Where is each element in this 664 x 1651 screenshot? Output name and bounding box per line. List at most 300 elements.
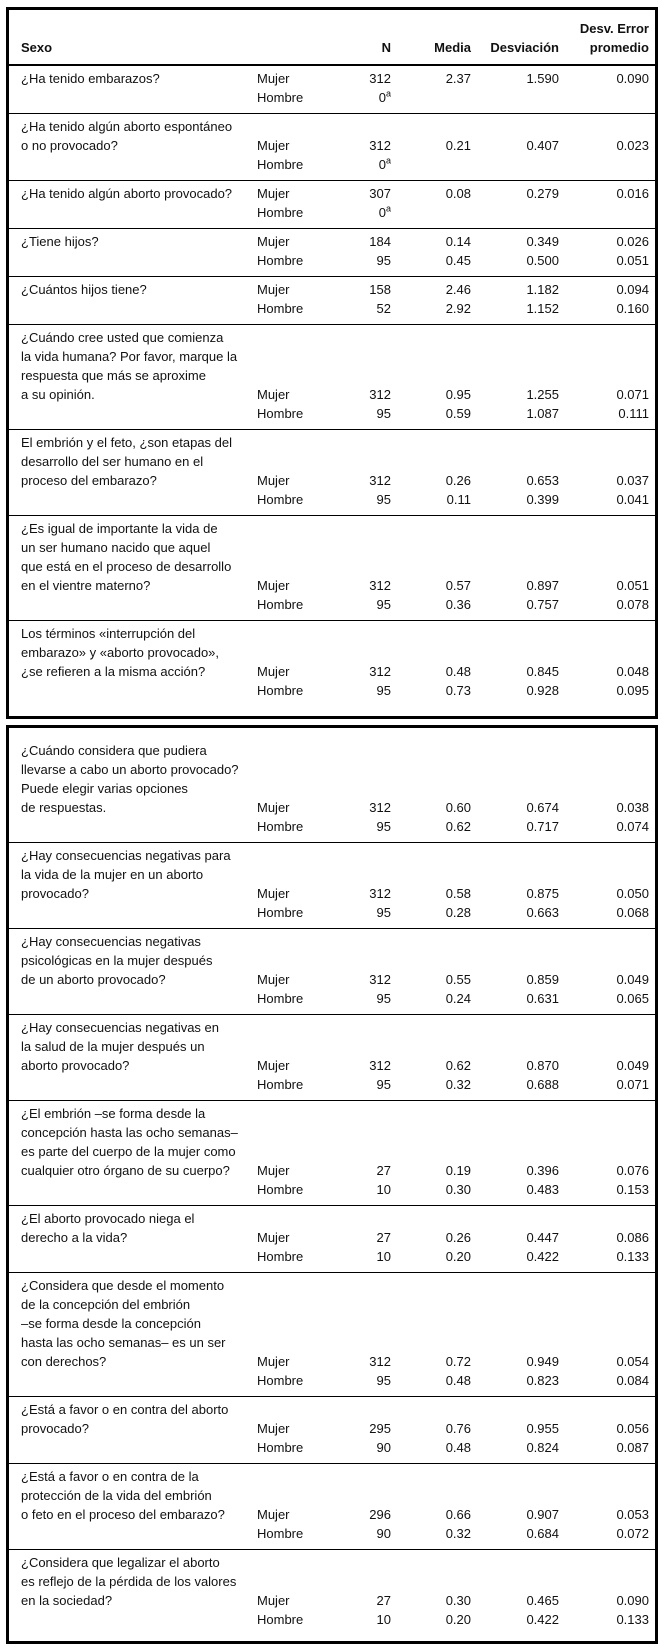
media-value: 0.30 xyxy=(445,1593,471,1608)
media-value: 0.72 xyxy=(445,1354,471,1369)
question-line: que está en el proceso de desarrollo xyxy=(21,559,232,574)
column-header-desviacion: Desviación xyxy=(490,40,559,55)
question-line-row xyxy=(9,117,655,136)
n-value: 184 xyxy=(369,234,391,249)
desviacion-value xyxy=(471,203,559,222)
question-group xyxy=(9,1205,655,1272)
desviacion-value xyxy=(471,88,559,107)
sex-label: Hombre xyxy=(257,1373,304,1388)
question-line-row xyxy=(9,328,655,347)
question-group xyxy=(9,1100,655,1205)
sex-label: Mujer xyxy=(257,186,290,201)
question-line: desarrollo del ser humano en el xyxy=(21,454,204,469)
data-row xyxy=(9,136,655,155)
question-line: respuesta que más se aproxime xyxy=(21,368,206,383)
media-value: 0.36 xyxy=(445,597,471,612)
question-group xyxy=(9,228,655,276)
error-value: 0.056 xyxy=(616,1421,649,1436)
error-value: 0.084 xyxy=(616,1373,649,1388)
sex-label: Hombre xyxy=(257,1182,304,1197)
n-value: 312 xyxy=(369,71,391,86)
statistics-table-section-1 xyxy=(6,7,658,719)
question-line: la vida humana? Por favor, marque la xyxy=(21,349,238,364)
question-line: derecho a la vida? xyxy=(21,1230,128,1245)
desviacion-value: 0.875 xyxy=(526,886,559,901)
error-value: 0.087 xyxy=(616,1440,649,1455)
media-value xyxy=(391,155,471,174)
desviacion-value: 0.859 xyxy=(526,972,559,987)
data-row xyxy=(9,595,655,614)
media-value: 0.76 xyxy=(445,1421,471,1436)
desviacion-value: 1.590 xyxy=(526,71,559,86)
question-line: es parte del cuerpo de la mujer como xyxy=(21,1144,236,1159)
question-line: concepción hasta las ocho semanas– xyxy=(21,1125,238,1140)
sex-label: Hombre xyxy=(257,1440,304,1455)
question-line: psicológicas en la mujer después xyxy=(21,953,213,968)
data-row xyxy=(9,1419,655,1438)
data-row xyxy=(9,184,655,203)
question-line: en la sociedad? xyxy=(21,1593,113,1608)
question-line: es reflejo de la pérdida de los valores xyxy=(21,1574,237,1589)
sex-label: Hombre xyxy=(257,1526,304,1541)
desviacion-value: 0.279 xyxy=(526,186,559,201)
media-value: 0.66 xyxy=(445,1507,471,1522)
error-value xyxy=(559,203,649,222)
data-row xyxy=(9,1352,655,1371)
question-line: hasta las ocho semanas– es un ser xyxy=(21,1335,226,1350)
error-value: 0.023 xyxy=(616,138,649,153)
error-value: 0.049 xyxy=(616,972,649,987)
question-line: de un aborto provocado? xyxy=(21,972,166,987)
desviacion-value: 0.399 xyxy=(526,492,559,507)
question-line: provocado? xyxy=(21,1421,89,1436)
error-value: 0.068 xyxy=(616,905,649,920)
sex-label: Mujer xyxy=(257,1507,290,1522)
error-value: 0.037 xyxy=(616,473,649,488)
data-row xyxy=(9,299,655,318)
data-row xyxy=(9,251,655,270)
media-value: 0.62 xyxy=(445,1058,471,1073)
n-value: 27 xyxy=(376,1593,391,1608)
data-row xyxy=(9,1161,655,1180)
question-line: ¿Hay consecuencias negativas xyxy=(21,934,201,949)
question-line-row xyxy=(9,1018,655,1037)
sex-label: Hombre xyxy=(257,905,304,920)
desviacion-value: 0.422 xyxy=(526,1249,559,1264)
media-value xyxy=(391,203,471,222)
data-row xyxy=(9,280,655,299)
sex-label: Mujer xyxy=(257,1230,290,1245)
n-value: 90 xyxy=(376,1440,391,1455)
desviacion-value: 0.897 xyxy=(526,578,559,593)
n-value: 295 xyxy=(369,1421,391,1436)
question-line: ¿Tiene hijos? xyxy=(21,234,99,249)
sex-label: Hombre xyxy=(257,90,304,105)
question-group xyxy=(9,66,655,113)
media-value: 0.55 xyxy=(445,972,471,987)
question-line: o no provocado? xyxy=(21,138,118,153)
question-line: ¿Está a favor o en contra de la xyxy=(21,1469,199,1484)
question-line xyxy=(9,1371,257,1390)
n-value: 312 xyxy=(369,473,391,488)
data-row xyxy=(9,1610,655,1629)
question-line-row xyxy=(9,643,655,662)
question-line: ¿Está a favor o en contra del aborto xyxy=(21,1402,229,1417)
question-line: provocado? xyxy=(21,886,89,901)
column-header-media: Media xyxy=(434,40,471,55)
media-value: 0.32 xyxy=(445,1077,471,1092)
column-header-sexo: Sexo xyxy=(21,40,53,55)
column-header-desv-error-line2: promedio xyxy=(589,40,649,55)
desviacion-value: 0.674 xyxy=(526,800,559,815)
data-row xyxy=(9,1247,655,1266)
error-value: 0.038 xyxy=(616,800,649,815)
error-value: 0.049 xyxy=(616,1058,649,1073)
question-line xyxy=(9,1247,257,1266)
data-row xyxy=(9,404,655,423)
data-row xyxy=(9,471,655,490)
question-line: llevarse a cabo un aborto provocado? xyxy=(21,762,239,777)
n-value: 312 xyxy=(369,972,391,987)
data-row xyxy=(9,817,655,836)
error-value: 0.065 xyxy=(616,991,649,1006)
sex-label: Mujer xyxy=(257,138,290,153)
data-row xyxy=(9,903,655,922)
question-line-row xyxy=(9,1104,655,1123)
error-value: 0.054 xyxy=(616,1354,649,1369)
question-line-row xyxy=(9,538,655,557)
data-row xyxy=(9,203,655,222)
sex-label: Hombre xyxy=(257,205,304,220)
data-row xyxy=(9,1524,655,1543)
n-value: 312 xyxy=(369,800,391,815)
error-value: 0.078 xyxy=(616,597,649,612)
n-value: 296 xyxy=(369,1507,391,1522)
error-value: 0.053 xyxy=(616,1507,649,1522)
data-row xyxy=(9,1438,655,1457)
media-value: 0.32 xyxy=(445,1526,471,1541)
error-value: 0.026 xyxy=(616,234,649,249)
media-value: 0.30 xyxy=(445,1182,471,1197)
question-group xyxy=(9,1396,655,1463)
desviacion-value: 0.928 xyxy=(526,683,559,698)
n-value: 95 xyxy=(376,492,391,507)
question-line-row xyxy=(9,624,655,643)
statistics-table-section-2 xyxy=(6,725,658,1644)
error-value: 0.051 xyxy=(616,253,649,268)
sex-label: Mujer xyxy=(257,886,290,901)
desviacion-value: 0.465 xyxy=(526,1593,559,1608)
desviacion-value: 0.483 xyxy=(526,1182,559,1197)
column-header-n: N xyxy=(381,40,391,55)
question-line: de respuestas. xyxy=(21,800,107,815)
question-line: aborto provocado? xyxy=(21,1058,130,1073)
table-header-row xyxy=(9,10,655,66)
question-line-row xyxy=(9,1209,655,1228)
question-line: con derechos? xyxy=(21,1354,107,1369)
question-line: un ser humano nacido que aquel xyxy=(21,540,211,555)
media-value: 0.20 xyxy=(445,1612,471,1627)
media-value: 0.62 xyxy=(445,819,471,834)
media-value: 0.24 xyxy=(445,991,471,1006)
n-value: 312 xyxy=(369,387,391,402)
question-line: proceso del embarazo? xyxy=(21,473,157,488)
question-line-row xyxy=(9,347,655,366)
n-value: 307 xyxy=(369,186,391,201)
sex-label: Hombre xyxy=(257,253,304,268)
question-group xyxy=(9,180,655,228)
error-value: 0.095 xyxy=(616,683,649,698)
n-value: 0$^a$ xyxy=(378,155,391,172)
question-line-row xyxy=(9,865,655,884)
question-line xyxy=(9,903,257,922)
error-value: 0.090 xyxy=(616,1593,649,1608)
desviacion-value: 0.663 xyxy=(526,905,559,920)
desviacion-value: 0.955 xyxy=(526,1421,559,1436)
data-row xyxy=(9,155,655,174)
question-group xyxy=(9,113,655,180)
data-row xyxy=(9,88,655,107)
media-value: 0.08 xyxy=(445,186,471,201)
desviacion-value: 0.684 xyxy=(526,1526,559,1541)
desviacion-value: 0.949 xyxy=(526,1354,559,1369)
sex-label: Hombre xyxy=(257,683,304,698)
data-row xyxy=(9,662,655,681)
column-header-desv-error-line1: Desv. Error xyxy=(579,21,649,36)
question-line-row xyxy=(9,1467,655,1486)
question-line xyxy=(9,155,257,174)
desviacion-value: 1.152 xyxy=(526,301,559,316)
data-row xyxy=(9,576,655,595)
question-group xyxy=(9,620,655,716)
n-value: 95 xyxy=(376,683,391,698)
desviacion-value: 0.631 xyxy=(526,991,559,1006)
media-value: 0.11 xyxy=(446,492,471,507)
footnote-marker: a xyxy=(385,88,391,99)
sex-label: Hombre xyxy=(257,991,304,1006)
data-row xyxy=(9,1180,655,1199)
question-line-row xyxy=(9,846,655,865)
sex-label: Hombre xyxy=(257,819,304,834)
media-value: 0.20 xyxy=(445,1249,471,1264)
question-line: ¿Considera que legalizar el aborto xyxy=(21,1555,220,1570)
desviacion-value: 1.182 xyxy=(526,282,559,297)
n-value: 312 xyxy=(369,886,391,901)
desviacion-value: 0.717 xyxy=(526,819,559,834)
question-line: protección de la vida del embrión xyxy=(21,1488,212,1503)
sex-label: Hombre xyxy=(257,157,304,172)
sex-label: Mujer xyxy=(257,664,290,679)
sex-label: Mujer xyxy=(257,387,290,402)
data-row xyxy=(9,1591,655,1610)
question-line: ¿Ha tenido algún aborto espontáneo xyxy=(21,119,233,134)
media-value: 0.28 xyxy=(445,905,471,920)
error-value: 0.072 xyxy=(616,1526,649,1541)
n-value: 312 xyxy=(369,664,391,679)
n-value: 90 xyxy=(376,1526,391,1541)
desviacion-value: 0.757 xyxy=(526,597,559,612)
question-group xyxy=(9,515,655,620)
error-value: 0.133 xyxy=(616,1249,649,1264)
question-line: ¿Ha tenido embarazos? xyxy=(21,71,160,86)
question-line-row xyxy=(9,519,655,538)
n-value: 312 xyxy=(369,578,391,593)
question-line xyxy=(9,1438,257,1457)
media-value: 0.58 xyxy=(445,886,471,901)
question-line: cualquier otro órgano de su cuerpo? xyxy=(21,1163,230,1178)
question-line xyxy=(9,203,257,222)
sex-label: Mujer xyxy=(257,473,290,488)
desviacion-value: 0.824 xyxy=(526,1440,559,1455)
question-line-row xyxy=(9,1123,655,1142)
media-value: 0.21 xyxy=(445,138,471,153)
data-row xyxy=(9,1505,655,1524)
question-line xyxy=(9,404,257,423)
error-value: 0.074 xyxy=(616,819,649,834)
question-line: ¿El aborto provocado niega el xyxy=(21,1211,195,1226)
question-line: la vida de la mujer en un aborto xyxy=(21,867,204,882)
n-value: 27 xyxy=(376,1230,391,1245)
question-line-row xyxy=(9,932,655,951)
data-row xyxy=(9,681,655,700)
media-value xyxy=(391,88,471,107)
media-value: 2.92 xyxy=(445,301,471,316)
desviacion-value: 0.907 xyxy=(526,1507,559,1522)
error-value: 0.041 xyxy=(616,492,649,507)
question-line: El embrión y el feto, ¿son etapas del xyxy=(21,435,233,450)
error-value: 0.133 xyxy=(616,1612,649,1627)
desviacion-value: 0.845 xyxy=(526,664,559,679)
sex-label: Mujer xyxy=(257,800,290,815)
question-line-row xyxy=(9,1553,655,1572)
question-group xyxy=(9,842,655,928)
desviacion-value: 0.500 xyxy=(526,253,559,268)
question-line xyxy=(9,1610,257,1629)
media-value: 0.48 xyxy=(445,1373,471,1388)
question-line: ¿Cuándo cree usted que comienza xyxy=(21,330,224,345)
error-value: 0.153 xyxy=(616,1182,649,1197)
data-row xyxy=(9,989,655,1008)
sex-label: Hombre xyxy=(257,1612,304,1627)
desviacion-value: 0.653 xyxy=(526,473,559,488)
data-row xyxy=(9,385,655,404)
question-group xyxy=(9,1549,655,1641)
question-line xyxy=(9,989,257,1008)
desviacion-value xyxy=(471,155,559,174)
sex-label: Mujer xyxy=(257,71,290,86)
error-value: 0.071 xyxy=(616,1077,649,1092)
media-value: 0.60 xyxy=(445,800,471,815)
question-group xyxy=(9,276,655,324)
question-line-row xyxy=(9,779,655,798)
n-value: 95 xyxy=(376,819,391,834)
media-value: 0.73 xyxy=(445,683,471,698)
error-value: 0.160 xyxy=(616,301,649,316)
question-line xyxy=(9,299,257,318)
sex-label: Mujer xyxy=(257,282,290,297)
question-line: a su opinión. xyxy=(21,387,95,402)
n-value: 95 xyxy=(376,905,391,920)
n-value: 95 xyxy=(376,597,391,612)
error-value xyxy=(559,155,649,174)
media-value: 0.45 xyxy=(445,253,471,268)
question-line-row xyxy=(9,1295,655,1314)
question-line: ¿Es igual de importante la vida de xyxy=(21,521,218,536)
desviacion-value: 0.447 xyxy=(526,1230,559,1245)
error-value: 0.111 xyxy=(618,406,649,421)
question-line-row xyxy=(9,557,655,576)
question-line: embarazo» y «aborto provocado», xyxy=(21,645,220,660)
sex-label: Mujer xyxy=(257,234,290,249)
n-value: 95 xyxy=(376,406,391,421)
media-value: 0.26 xyxy=(445,473,471,488)
media-value: 0.19 xyxy=(445,1163,471,1178)
data-row xyxy=(9,1075,655,1094)
question-line: en el vientre materno? xyxy=(21,578,151,593)
desviacion-value: 1.087 xyxy=(526,406,559,421)
question-line: ¿Hay consecuencias negativas en xyxy=(21,1020,220,1035)
media-value: 0.57 xyxy=(445,578,471,593)
error-value: 0.051 xyxy=(616,578,649,593)
question-line-row xyxy=(9,1333,655,1352)
question-line xyxy=(9,88,257,107)
question-line xyxy=(9,817,257,836)
question-group xyxy=(9,429,655,515)
media-value: 0.14 xyxy=(445,234,471,249)
column-header-desv-error-promedio xyxy=(559,19,649,57)
n-value: 158 xyxy=(369,282,391,297)
media-value: 0.26 xyxy=(445,1230,471,1245)
question-line xyxy=(9,1524,257,1543)
question-line: ¿Hay consecuencias negativas para xyxy=(21,848,231,863)
n-value: 312 xyxy=(369,138,391,153)
n-value: 10 xyxy=(376,1182,391,1197)
error-value: 0.071 xyxy=(616,387,649,402)
sex-label: Mujer xyxy=(257,1058,290,1073)
n-value: 95 xyxy=(376,1373,391,1388)
desviacion-value: 0.396 xyxy=(526,1163,559,1178)
desviacion-value: 1.255 xyxy=(526,387,559,402)
question-line-row xyxy=(9,1276,655,1295)
question-line xyxy=(9,1075,257,1094)
question-group xyxy=(9,1463,655,1549)
section-1-body xyxy=(9,66,655,716)
data-row xyxy=(9,69,655,88)
error-value: 0.016 xyxy=(616,186,649,201)
question-group xyxy=(9,928,655,1014)
sex-label: Mujer xyxy=(257,578,290,593)
sex-label: Hombre xyxy=(257,492,304,507)
n-value: 0$^a$ xyxy=(378,203,391,220)
question-line: ¿Cuándo considera que pudiera xyxy=(21,743,207,758)
question-line-row xyxy=(9,951,655,970)
n-value: 0$^a$ xyxy=(378,88,391,105)
question-group xyxy=(9,324,655,429)
media-value: 2.37 xyxy=(445,71,471,86)
question-group xyxy=(9,728,655,842)
question-line xyxy=(9,681,257,700)
section-2-body xyxy=(9,728,655,1641)
sex-label: Hombre xyxy=(257,406,304,421)
question-line: ¿Considera que desde el momento xyxy=(21,1278,225,1293)
question-line xyxy=(9,251,257,270)
n-value: 27 xyxy=(376,1163,391,1178)
question-line xyxy=(9,595,257,614)
question-line: la salud de la mujer después un xyxy=(21,1039,205,1054)
desviacion-value: 0.422 xyxy=(526,1612,559,1627)
error-value: 0.050 xyxy=(616,886,649,901)
error-value: 0.076 xyxy=(616,1163,649,1178)
